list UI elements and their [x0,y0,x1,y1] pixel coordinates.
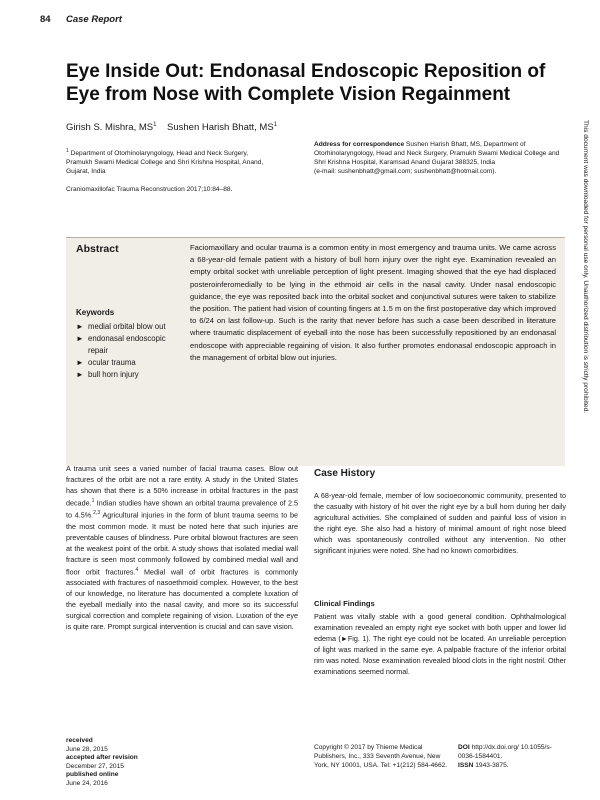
intro-paragraph: A trauma unit sees a varied number of facial trauma cases. Blow out fractures of the orbit are not a rare entity. A study in the United States has shown that there is a 50% increase in orbital fractures in the past decade.$^1$ Indian studies have shown an orbital trauma prevalence of 2.5 to 4.5%.$^{2,3}$ Agricultural injuries in the form of blunt trauma seems to be the most common mode. It must be noted here that such injuries are preventable causes of blindness. Pure orbital blowout fractures are seen at the weakest point of the orbit. A study shows that isolated medial wall fracture is seen most commonly followed by combined medial wall and floor orbit fractures.$^4$ Medial wall of orbit fractures is commonly associated with fractures of nasoethmoid complex. However, to the best of our knowledge, no literature has documented a complete luxation of the eyeball medially into the nasal cavity, and more so its successful surgical correction and complete regaining of vision. Luxation of the eye is quite rare. Prompt surgical intervention is crucial and can save vision. [66,464,299,632]
correspondence-text: Sushen Harish Bhatt, MS, Department of Otorhinolaryngology, Head and Neck Surgery, Pramukh Swami Medical College and Shri Krishna Hospital, Karamsad Anand Gujarat 388325, India [314,141,560,166]
clinical-findings-text: Patient was vitally stable with a good general condition. Ophthalmological examination revealed an empty right eye socket with both upper and lower lid edema (►Fig. 1). The right eye could not be located. An unreliable perception of light was marked in the same eye. A palpable fracture of the inferior orbital rim was noted. Nose examination revealed blood clots in the right nostril. Other examinations seemed normal. [314,612,566,676]
citation-ref: 1 [91,498,95,504]
doi-link[interactable]: http://dx.doi.org/ 10.1055/s-0036-1584401. [458,744,552,760]
case-history-text: A 68-year-old female, member of low socioeconomic community, presented to the casualty with history of hit over the right eye by a bull horn during her daily agricultural activities. She complained of sudden and painful loss of vision in the right eye. She also had a history of minimal amount of right nose bleed which was spontaneously controlled without any intervention. No other significant injuries were noted. She had no known comorbidities. [314,491,566,555]
correspondence-email: (e-mail: sushenbhatt@gmail.com; sushenbhatt@hotmail.com). [314,168,497,175]
page-number: 84 [40,14,51,25]
keyword-item: ► medial orbital blow out [76,322,166,331]
author-name: Girish S. Mishra, MS [66,122,154,134]
abstract-text: Faciomaxillary and ocular trauma is a common entity in most emergency and trauma units. We came across a 68-year-old female patient with a history of bull horn injury over the right eye. Examination revealed an empty orbital socket with unreliable perception of light present. Imaging showed that the eye had displaced posteroinferomedially to be lying in the ethmoid air cells in the nasal cavity. Under nasal endoscopic guidance, the eye was reposited back into the orbital socket and conjunctival sutures were taken to stabilize the position. The patient had vision of counting fingers at 1.5 m on the first postoperative day which improved to 6/24 on last follow-up. Such is the rarity that never before has such a case been described in literature where traumatic displacement of eyeball into the nose has been successfully repositioned by an endonasal endoscope with appreciable regaining of vision. It also further promotes endonasal endoscopic approach in the management of orbital blow out injuries. [190,243,556,362]
section-label: Case Report [66,14,122,25]
arrow-icon: ► [76,322,84,331]
arrow-icon: ► [76,334,84,343]
arrow-icon: ► [76,358,84,367]
citation-ref: 2,3 [93,510,101,517]
author-line [66,122,277,133]
keyword-list [76,321,176,381]
figure-link[interactable]: ►Fig. 1 [340,634,367,643]
author-name: Sushen Harish Bhatt, MS [167,122,274,134]
author-affil-mark: 1 [153,122,157,128]
clinical-findings-heading: Clinical Findings [314,599,375,608]
keyword-item: ► bull horn injury [76,370,139,379]
arrow-icon: ► [76,370,84,379]
case-history-heading: Case History [314,468,376,479]
copyright-notice: Copyright © 2017 by Thieme Medical Publishers, Inc., 333 Seventh Avenue, New York, NY 10001, USA. Tel: +1(212) 584-4662. [314,744,448,769]
keyword-item: ► endonasal endoscopic repair [76,334,166,355]
journal-citation: Craniomaxillofac Trauma Reconstruction 2017;10:84–88. [66,186,233,193]
doi-block: DOI http://dx.doi.org/ 10.1055/s-0036-1584401. ISSN 1943-3875. [458,744,552,769]
article-title: Eye Inside Out: Endonasal Endoscopic Reposition of Eye from Nose with Complete Vision Regainment [66,61,546,105]
correspondence-label: Address for correspondence [314,141,405,148]
correspondence-block [314,140,564,176]
affiliation [66,147,276,176]
article-history: received June 28, 2015 accepted after revision December 27, 2015 published online June 24, 2016 [66,737,138,787]
affiliation-text: Department of Otorhinolaryngology, Head and Neck Surgery, Pramukh Swami Medical College and Shri Krishna Hospital, Anand, Gujarat, India [66,150,264,176]
keyword-item: ► ocular trauma [76,358,136,367]
citation-ref: 4 [135,566,139,573]
keywords-heading: Keywords [76,308,115,317]
abstract-heading: Abstract [76,243,119,255]
author-affil-mark: 1 [273,122,278,128]
download-notice: This document was downloaded for personal use only. Unauthorized distribution is strictly prohibited. [582,120,589,414]
affiliation-mark: 1 [66,148,69,154]
